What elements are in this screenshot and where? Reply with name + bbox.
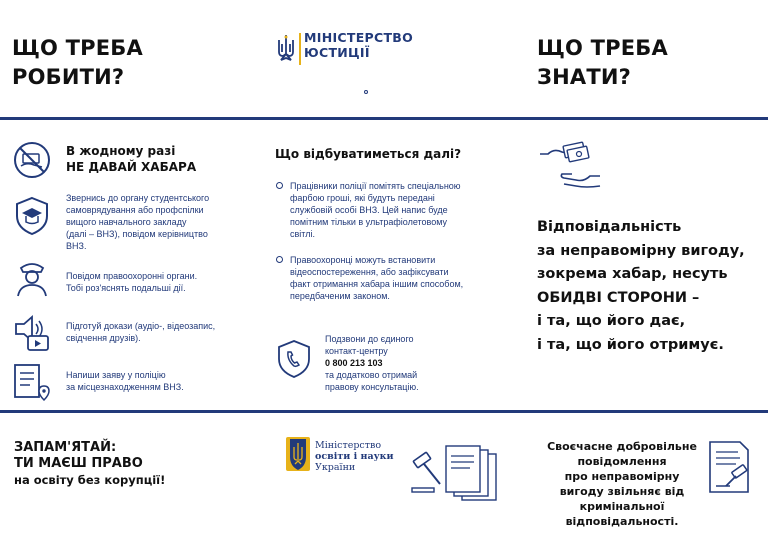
mon-line-1: Міністерство xyxy=(315,440,382,451)
what-next-title: Що відбуватиметься далі? xyxy=(275,147,462,161)
self-report-line: кримінальної xyxy=(579,500,665,513)
contact-line: контакт-центру xyxy=(325,346,388,356)
responsibility-line: Відповідальність xyxy=(537,219,682,235)
statement-line: за місцезнаходженням ВНЗ. xyxy=(66,382,184,392)
bullet-line: передбаченим законом. xyxy=(290,291,390,301)
no-bribe-heading xyxy=(66,143,196,175)
no-bribe-item xyxy=(12,140,257,180)
hotline-number[interactable]: 0 800 213 103 xyxy=(325,358,383,368)
phone-shield-icon xyxy=(275,339,313,379)
bullet-video-surveillance xyxy=(276,254,506,304)
police-item xyxy=(12,258,257,302)
contact-center-text xyxy=(325,333,419,393)
bullet-line: Працівники поліції помітять спеціальною xyxy=(290,181,461,191)
bullet-line: факт отримання хабара іншим способом, xyxy=(290,279,464,289)
left-title xyxy=(12,34,143,92)
no-bribe-icon xyxy=(12,140,52,180)
self-report-line: повідомлення xyxy=(577,455,667,468)
self-report-line: про неправомірну xyxy=(564,470,680,483)
contact-line: правову консультацію. xyxy=(325,382,419,392)
ministry-of-justice-logo xyxy=(277,30,427,70)
bullet-line: фарбою гроші, які будуть передані xyxy=(290,193,435,203)
self-report-line: вигоду звільняє від xyxy=(559,485,685,498)
student-union-line: самоврядування або профспілки xyxy=(66,205,204,215)
right-title xyxy=(537,34,668,92)
trident-icon xyxy=(286,437,310,473)
remember-line-1: ЗАПАМ'ЯТАЙ: xyxy=(14,440,117,455)
responsibility-line: за неправомірну вигоду, xyxy=(537,242,745,259)
bullet-line: помітним тільки в ультрафіолетовому xyxy=(290,217,448,227)
contact-center-block xyxy=(275,333,515,393)
bullet-text xyxy=(290,254,505,302)
self-report-line: відповідальності. xyxy=(565,515,679,528)
responsibility-line: ОБИДВІ СТОРОНИ – xyxy=(537,289,700,306)
responsibility-line: зокрема хабар, несуть xyxy=(537,266,728,282)
statement-line: Напиши заяву у поліцію xyxy=(66,370,166,380)
bullet-circle xyxy=(276,182,283,189)
self-report-text xyxy=(537,439,707,529)
student-union-line: ВНЗ. xyxy=(66,241,87,251)
video-evidence-icon xyxy=(12,312,52,352)
ministry-of-education-logo xyxy=(286,437,416,487)
left-title-line-2: РОБИТИ? xyxy=(12,65,125,89)
contact-line: Подзвони до єдиного xyxy=(325,334,414,344)
student-union-text xyxy=(66,192,209,252)
bottom-divider xyxy=(0,410,768,413)
responsibility-line: і та, що його отримує. xyxy=(537,336,724,353)
bullet-circle xyxy=(276,256,283,263)
ministry-line-2: ЮСТИЦІЇ xyxy=(304,45,370,60)
no-bribe-line-2: НЕ ДАВАЙ ХАБАРА xyxy=(66,160,197,174)
evidence-line: свідчення друзів). xyxy=(66,333,141,343)
remember-line-2: ТИ МАЄШ ПРАВО xyxy=(14,456,143,471)
gavel-documents-icon xyxy=(410,444,502,510)
statement-text xyxy=(66,369,184,393)
student-union-line: Звернись до органу студентського xyxy=(66,193,210,203)
document-map-icon xyxy=(12,362,52,402)
top-divider xyxy=(0,117,768,120)
evidence-item xyxy=(12,312,257,352)
police-line: Повідом правоохоронні органи. xyxy=(66,271,198,281)
ministry-name xyxy=(304,30,413,60)
mon-line-2: освіти і науки xyxy=(315,451,394,462)
bullet-line: Правоохоронці можуть встановити xyxy=(290,255,436,265)
student-union-line: (далі – ВНЗ), повідом керівництво xyxy=(66,229,208,239)
ministry-of-education-name xyxy=(315,440,394,473)
shield-graduate-icon xyxy=(12,196,52,236)
decorative-dot xyxy=(364,90,368,94)
student-union-item xyxy=(12,192,257,252)
bullet-line: відеоспостереження, або зафіксувати xyxy=(290,267,449,277)
ministry-line-1: МІНІСТЕРСТВО xyxy=(304,30,414,45)
responsibility-line: і та, що його дає, xyxy=(537,313,686,329)
evidence-text xyxy=(66,320,215,344)
bullet-marked-money xyxy=(276,180,506,242)
student-union-line: вищого навчального закладу xyxy=(66,217,187,227)
no-bribe-line-1: В жодному разі xyxy=(66,144,176,158)
bullet-line: світлі. xyxy=(290,229,315,239)
police-line: Тобі роз'яснять подальші дії. xyxy=(66,283,186,293)
trident-icon xyxy=(277,34,295,62)
mon-line-3: України xyxy=(315,462,356,473)
remember-line-3: на освіту без корупції! xyxy=(14,473,166,487)
police-officer-icon xyxy=(12,258,52,298)
bullet-line: службовій особі ВНЗ. Цей напис буде xyxy=(290,205,448,215)
right-title-line-1: ЩО ТРЕБА xyxy=(537,36,668,60)
police-text xyxy=(66,270,197,294)
statement-item xyxy=(12,362,257,402)
money-hand-icon xyxy=(538,140,602,196)
evidence-line: Підготуй докази (аудіо-, відеозапис, xyxy=(66,321,216,331)
right-title-line-2: ЗНАТИ? xyxy=(537,65,632,89)
document-gavel-icon xyxy=(706,440,758,496)
responsibility-text xyxy=(537,216,767,357)
bullet-text xyxy=(290,180,505,240)
self-report-line: Своєчасне добровільне xyxy=(547,440,697,453)
left-title-line-1: ЩО ТРЕБА xyxy=(12,36,143,60)
contact-line: та додатково отримай xyxy=(325,370,418,380)
remember-block xyxy=(14,440,165,488)
logo-divider xyxy=(299,33,301,65)
